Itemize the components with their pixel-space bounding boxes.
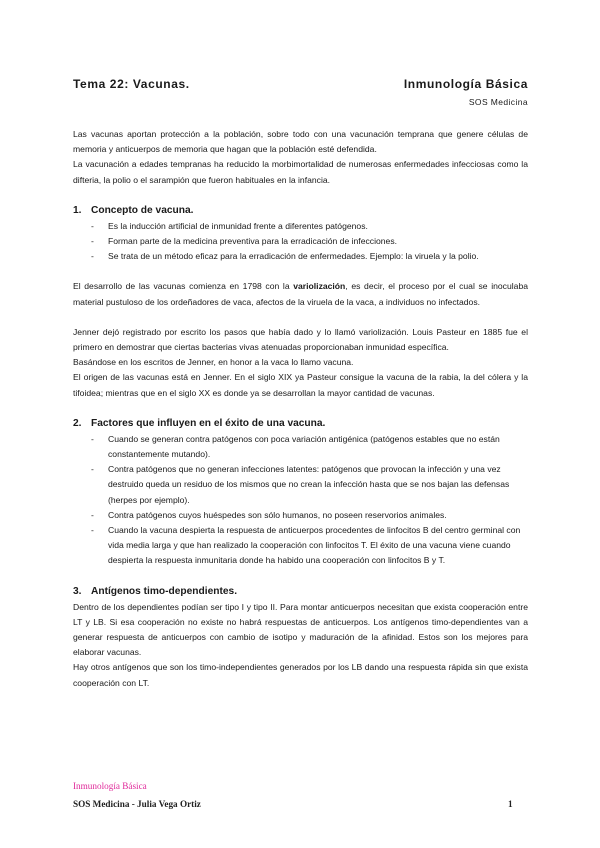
section-number: 3. bbox=[73, 585, 82, 597]
doc-title: Tema 22: Vacunas. bbox=[73, 77, 190, 91]
paragraph: Jenner dejó registrado por escrito los pasos que había dado y lo llamó variolización. Louis Pasteur en 1885 fue el primero en demostrar que ciertas bacterias vivas atenuadas proporcionaban inmunidad específica. bbox=[73, 326, 528, 353]
bold-term: variolización bbox=[293, 281, 346, 292]
section-heading bbox=[73, 416, 528, 432]
page-number: 1 bbox=[508, 799, 513, 809]
list-item: - Es la inducción artificial de inmunidad frente a diferentes patógenos. bbox=[108, 219, 528, 234]
intro-paragraph: La vacunación a edades tempranas ha reducido la morbimortalidad de numerosas enfermedades infecciosas como la difteria, la polio o el sarampión que fueron habituales en la infancia. bbox=[73, 159, 528, 185]
section-title: Concepto de vacuna. bbox=[91, 204, 194, 216]
section-title: Antígenos timo-dependientes. bbox=[91, 585, 238, 597]
paragraph: Basándose en los escritos de Jenner, en honor a la vaca lo llamo vacuna. bbox=[73, 357, 354, 368]
doc-source: SOS Medicina bbox=[468, 97, 528, 107]
text-run: , es decir, el proceso por el cual se inoculaba material pustuloso de los ordeñadores de vaca, afectos de la viruela de la vaca, a individuos no infectados. bbox=[73, 281, 529, 307]
document-body bbox=[73, 127, 528, 691]
list-item: - Cuando la vacuna despierta la respuesta de anticuerpos procedentes de linfocitos B del centro germinal con vida media larga y que han realizado la cooperación con linfocitos T. El éxito de una vacuna viene cuando despierta la respuesta inmunitaria donde ha habido una cooperación con linfocitos B y T. bbox=[108, 523, 528, 569]
section-heading bbox=[73, 203, 528, 219]
section-title: Factores que influyen en el éxito de una vacuna. bbox=[91, 417, 326, 429]
footer-author: SOS Medicina - Julia Vega Ortiz bbox=[73, 799, 201, 809]
paragraph bbox=[73, 279, 528, 309]
section-heading bbox=[73, 584, 528, 600]
list-item: - Forman parte de la medicina preventiva para la erradicación de infecciones. bbox=[108, 234, 528, 249]
bullet-list bbox=[73, 219, 528, 265]
section-number: 1. bbox=[73, 204, 82, 216]
footer-brand: Inmunología Básica bbox=[73, 781, 147, 791]
list-item: - Se trata de un método eficaz para la erradicación de enfermedades. Ejemplo: la viruela y la polio. bbox=[108, 249, 528, 264]
list-item: - Contra patógenos cuyos huéspedes son sólo humanos, no poseen reservorios animales. bbox=[108, 508, 528, 523]
list-item: - Cuando se generan contra patógenos con poca variación antigénica (patógenos estables que no están constantemente mutando). bbox=[108, 432, 528, 462]
paragraph: Hay otros antígenos que son los timo-independientes generados por los LB dando una respuesta rápida sin que exista cooperación con LT. bbox=[73, 662, 528, 688]
paragraph: Dentro de los dependientes podían ser tipo I y tipo II. Para montar anticuerpos necesitan que exista cooperación entre LT y LB. Si esa cooperación no existe no habrá respuestas de anticuerpos. Los antígenos timo-dependientes van a generar respuesta de anticuerpos con cambio de isotipo y maduración de la afinidad. Estos son los mejores para elaborar vacunas. bbox=[73, 601, 528, 658]
doc-subject: Inmunología Básica bbox=[403, 77, 528, 91]
intro-paragraph: Las vacunas aportan protección a la población, sobre todo con una vacunación temprana que genere células de memoria y anticuerpos de memoria que hagan que la población esté defendida. bbox=[73, 129, 528, 155]
paragraph: El origen de las vacunas está en Jenner. En el siglo XIX ya Pasteur consigue la vacuna de la rabia, la del cólera y la tifoidea; mientras que en el siglo XX es donde ya se desarrollan la mayor cantidad de vacunas. bbox=[73, 372, 528, 398]
section-number: 2. bbox=[73, 417, 82, 429]
list-item: - Contra patógenos que no generan infecciones latentes: patógenos que provocan la infección y una vez destruido queda un residuo de los mismos que no crean la infección hasta que se nos bajan las defensas (herpes por ejemplo). bbox=[108, 462, 528, 508]
bullet-list bbox=[73, 432, 528, 569]
text-run: El desarrollo de las vacunas comienza en 1798 con la bbox=[73, 281, 294, 292]
